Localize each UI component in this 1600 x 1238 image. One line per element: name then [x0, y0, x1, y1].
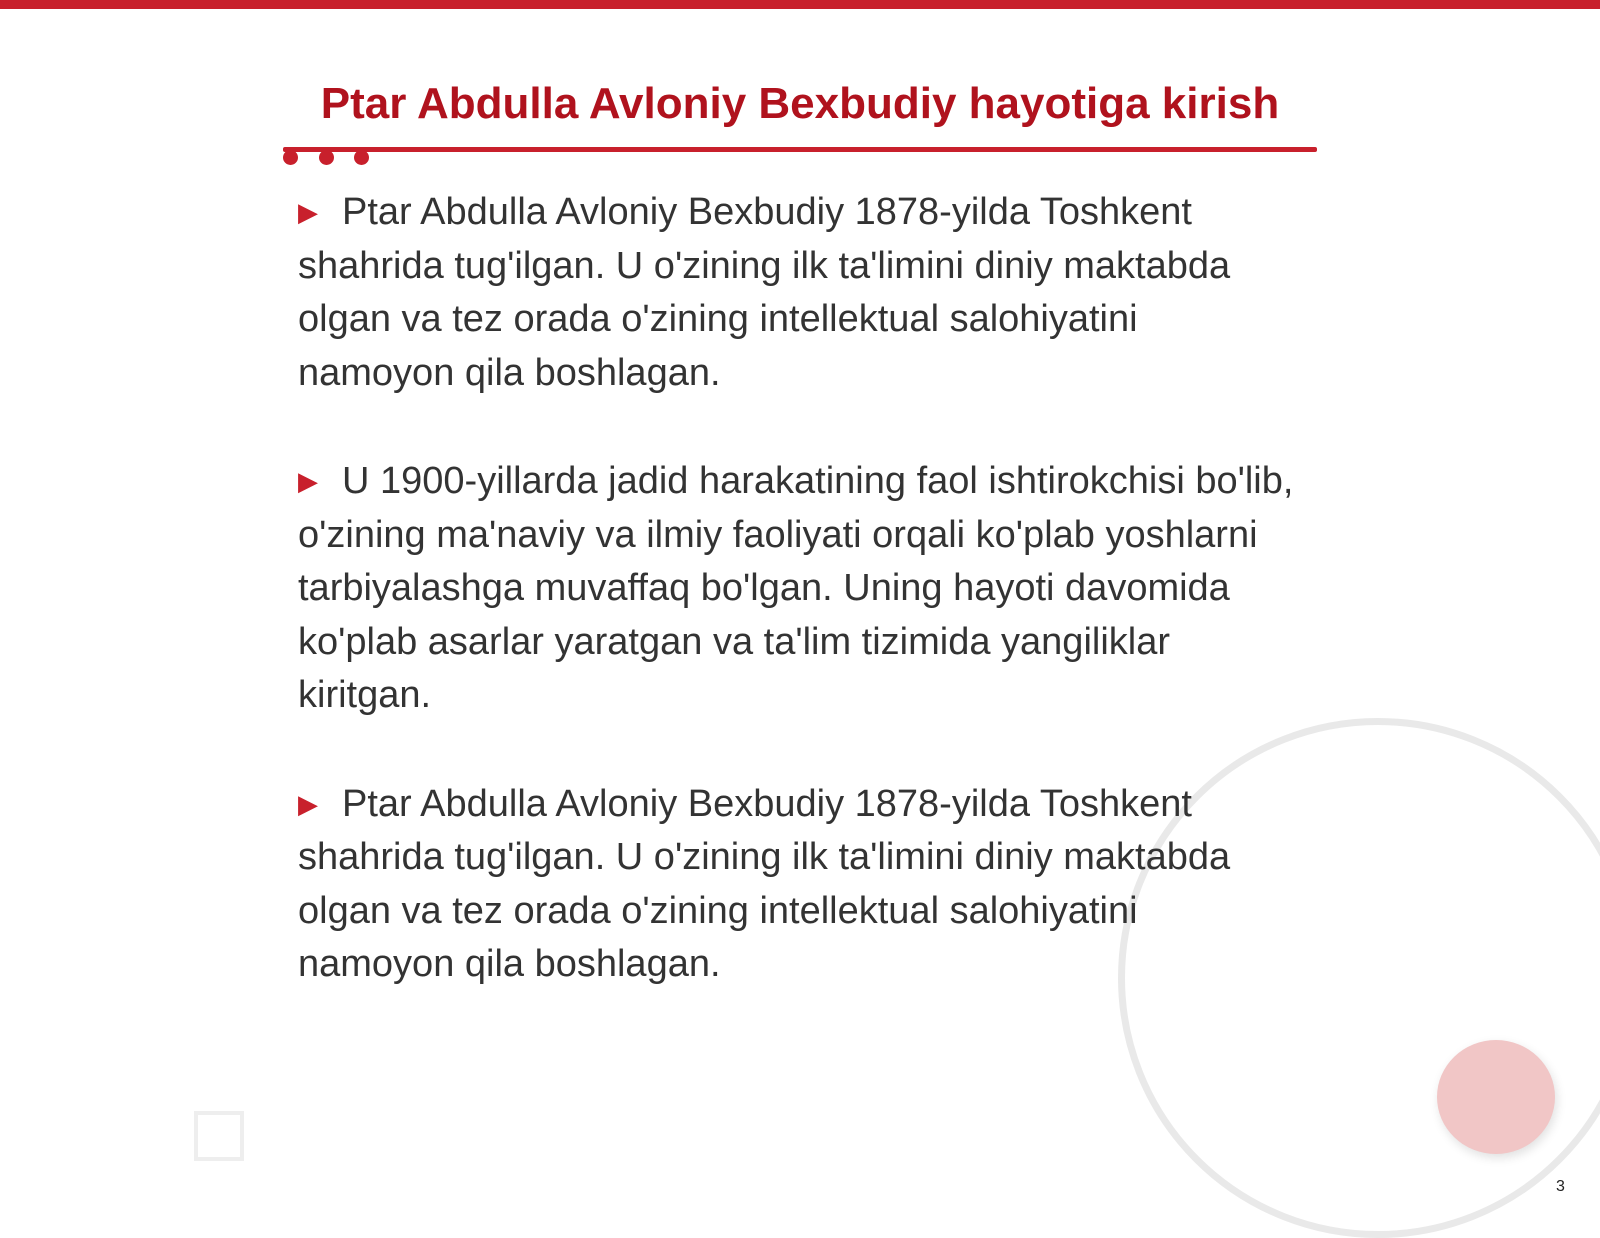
- decorative-square: [194, 1111, 244, 1161]
- bullet-item: [298, 778, 1298, 992]
- bullet-list: [298, 186, 1298, 1047]
- bullet-text: Ptar Abdulla Avloniy Bexbudiy 1878-yilda Toshkent shahrida tug'ilgan. U o'zining ilk ta'limini diniy maktabda olgan va tez orada o'zining intellektual salohiyatini namoyon qila boshlagan.: [298, 191, 1231, 394]
- slide-number: 3: [1556, 1178, 1565, 1195]
- bullet-text: Ptar Abdulla Avloniy Bexbudiy 1878-yilda Toshkent shahrida tug'ilgan. U o'zining ilk ta'limini diniy maktabda olgan va tez orada o'zining intellektual salohiyatini namoyon qila boshlagan.: [298, 782, 1231, 985]
- decorative-dot: [283, 150, 298, 165]
- bullet-item: [298, 186, 1298, 400]
- triangle-right-icon: ▶: [298, 466, 318, 496]
- decorative-dot: [354, 150, 369, 165]
- title-underline: [283, 147, 1317, 152]
- bullet-text: U 1900-yillarda jadid harakatining faol ishtirokchisi bo'lib, o'zining ma'naviy va ilmiy faoliyati orqali ko'plab yoshlarni tarbiyalashga muvaffaq bo'lgan. Uning hayoti davomida ko'plab asarlar yaratgan va ta'lim tizimida yangiliklar kiritgan.: [298, 460, 1294, 716]
- top-accent-bar: [0, 0, 1600, 9]
- triangle-right-icon: ▶: [298, 788, 318, 819]
- bullet-item: [298, 455, 1298, 723]
- triangle-right-icon: ▶: [298, 197, 318, 227]
- decorative-dot: [319, 150, 334, 165]
- slide-title: Ptar Abdulla Avloniy Bexbudiy hayotiga kirish: [320, 79, 1280, 128]
- decorative-pink-circle: [1437, 1040, 1555, 1154]
